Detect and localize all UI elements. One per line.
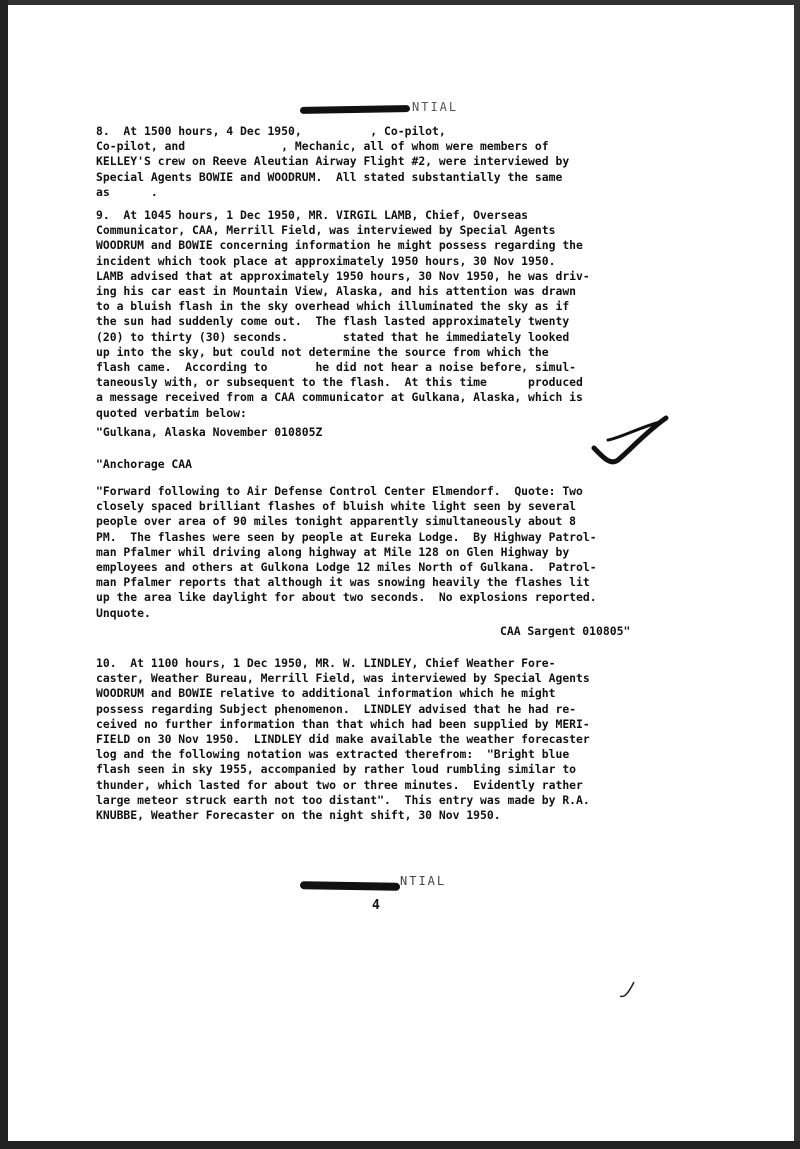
paragraph-10 bbox=[96, 656, 656, 823]
classification-header bbox=[300, 100, 470, 116]
text-line: flash seen in sky 1955, accompanied by rather loud rumbling similar to bbox=[96, 762, 577, 777]
text-line: flash came. According to he did not hear a noise before, simul- bbox=[96, 360, 577, 375]
classification-footer bbox=[300, 874, 460, 892]
text-line: Communicator, CAA, Merrill Field, was interviewed by Special Agents bbox=[96, 223, 556, 238]
text-line: as . bbox=[96, 184, 158, 199]
text-line: incident which took place at approximately 1950 hours, 30 Nov 1950. bbox=[96, 253, 556, 268]
text-line: to a bluish flash in the sky overhead which illuminated the sky as if bbox=[96, 299, 570, 314]
text-line: Unquote. bbox=[96, 605, 151, 620]
paragraph-9 bbox=[96, 208, 656, 421]
text-line: man Pfalmer whil driving along highway at Mile 128 on Glen Highway by bbox=[96, 544, 570, 559]
text-line: KNUBBE, Weather Forecaster on the night shift, 30 Nov 1950. bbox=[96, 808, 501, 823]
scan-edge-right bbox=[794, 0, 800, 1149]
text-line: Special Agents BOWIE and WOODRUM. All stated substantially the same bbox=[96, 169, 563, 184]
quoted-message bbox=[96, 484, 656, 621]
text-line: closely spaced brilliant flashes of bluish white light seen by several bbox=[96, 499, 577, 514]
text-line: thunder, which lasted for about two or three minutes. Evidently rather bbox=[96, 777, 583, 792]
text-line: PM. The flashes were seen by people at Eureka Lodge. By Highway Patrol- bbox=[96, 529, 597, 544]
scan-edge-bottom bbox=[0, 1141, 800, 1149]
paragraph-8 bbox=[96, 124, 656, 200]
text-line: "Forward following to Air Defense Control Center Elmendorf. Quote: Two bbox=[96, 484, 583, 498]
text-line: 9. At 1045 hours, 1 Dec 1950, MR. VIRGIL LAMB, Chief, Overseas bbox=[96, 208, 529, 222]
text-line: 8. At 1500 hours, 4 Dec 1950, , Co-pilot, bbox=[96, 124, 515, 138]
handwritten-checkmark bbox=[590, 410, 670, 470]
page-number: 4 bbox=[372, 898, 380, 913]
text-line: a message received from a CAA communicator at Gulkana, Alaska, which is bbox=[96, 390, 583, 405]
text-line: large meteor struck earth not too distant". This entry was made by R.A. bbox=[96, 792, 590, 807]
classification-footer-text: NTIAL bbox=[400, 874, 447, 888]
quote-signature: CAA Sargent 010805" bbox=[500, 624, 631, 638]
text-line: (20) to thirty (30) seconds. stated that he immediately looked bbox=[96, 329, 570, 344]
classification-header-text: NTIAL bbox=[412, 100, 459, 114]
text-line: log and the following notation was extracted therefrom: "Bright blue bbox=[96, 747, 570, 762]
text-line: the sun had suddenly come out. The flash lasted approximately twenty bbox=[96, 314, 570, 329]
text-line: ceived no further information than that which had been supplied by MERI- bbox=[96, 716, 590, 731]
redaction-mark bbox=[300, 105, 410, 114]
text-line: ing his car east in Mountain View, Alaska, and his attention was drawn bbox=[96, 284, 577, 299]
scan-edge-left bbox=[0, 0, 8, 1149]
text-line: WOODRUM and BOWIE concerning information he might possess regarding the bbox=[96, 238, 583, 253]
text-line: up the area like daylight for about two seconds. No explosions reported. bbox=[96, 590, 597, 605]
text-line: possess regarding Subject phenomenon. LINDLEY advised that he had re- bbox=[96, 701, 577, 716]
text-line: Co-pilot, and , Mechanic, all of whom were members of bbox=[96, 139, 549, 154]
text-line: caster, Weather Bureau, Merrill Field, was interviewed by Special Agents bbox=[96, 671, 590, 686]
pencil-mark bbox=[616, 978, 640, 1002]
text-line: up into the sky, but could not determine the source from which the bbox=[96, 344, 549, 359]
text-line: FIELD on 30 Nov 1950. LINDLEY did make available the weather forecaster bbox=[96, 732, 590, 747]
text-line: LAMB advised that at approximately 1950 hours, 30 Nov 1950, he was driv- bbox=[96, 268, 590, 283]
text-line: KELLEY'S crew on Reeve Aleutian Airway Flight #2, were interviewed by bbox=[96, 154, 570, 169]
text-line: people over area of 90 miles tonight apparently simultaneously about 8 bbox=[96, 514, 577, 529]
text-line: employees and others at Gulkona Lodge 12 miles North of Gulkana. Patrol- bbox=[96, 560, 597, 575]
text-line: taneously with, or subsequent to the flash. At this time produced bbox=[96, 375, 583, 390]
text-line: quoted verbatim below: bbox=[96, 405, 247, 420]
scan-edge-top bbox=[0, 0, 800, 5]
text-line: WOODRUM and BOWIE relative to additional information which he might bbox=[96, 686, 556, 701]
quote-header-origin: "Gulkana, Alaska November 010805Z bbox=[96, 425, 323, 439]
redaction-mark bbox=[300, 881, 400, 891]
quote-header-destination: "Anchorage CAA bbox=[96, 457, 193, 471]
text-line: man Pfalmer reports that although it was snowing heavily the flashes lit bbox=[96, 575, 590, 590]
text-line: 10. At 1100 hours, 1 Dec 1950, MR. W. LINDLEY, Chief Weather Fore- bbox=[96, 656, 556, 670]
